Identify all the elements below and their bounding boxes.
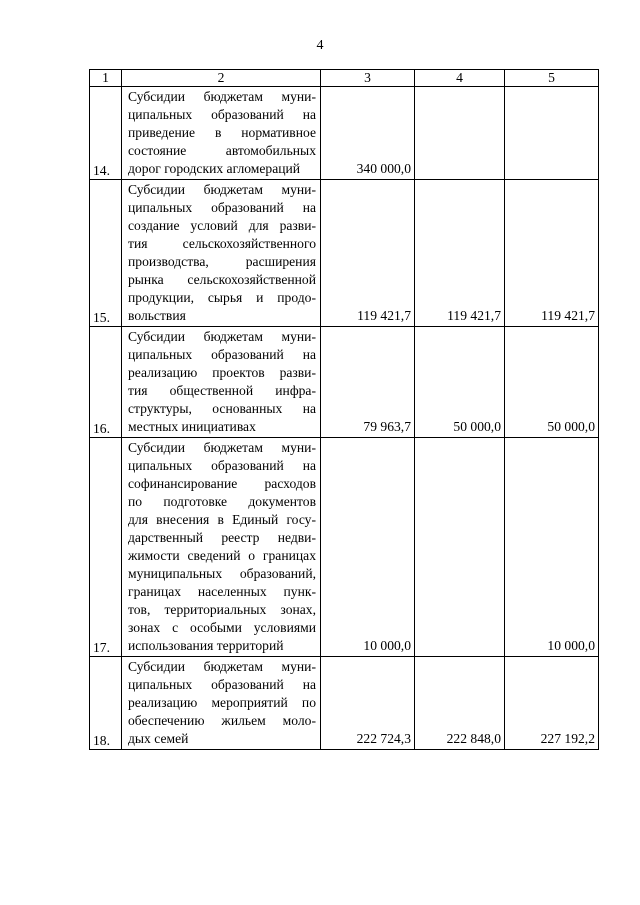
row-number: 17. xyxy=(90,438,122,657)
description-line: рынка сельскохозяйственной xyxy=(128,272,316,287)
description-line: реализацию проектов разви- xyxy=(128,365,316,380)
description-line: дарственный реестр недви- xyxy=(128,530,316,545)
description-line: софинансирование расходов xyxy=(128,476,316,491)
description-line: для внесения в Единый госу- xyxy=(128,512,316,527)
row-value-col3: 222 724,3 xyxy=(321,657,415,750)
table-row xyxy=(90,180,599,327)
row-description xyxy=(122,657,321,750)
description-line: обеспечению жильем моло- xyxy=(128,713,316,728)
description-line: Субсидии бюджетам муни- xyxy=(128,440,316,455)
description-line: Субсидии бюджетам муни- xyxy=(128,659,316,674)
row-value-col4 xyxy=(415,438,505,657)
row-description xyxy=(122,87,321,180)
header-col-4: 4 xyxy=(415,70,505,87)
row-value-col5: 10 000,0 xyxy=(505,438,599,657)
description-line: тов, территориальных зонах, xyxy=(128,602,316,617)
row-number: 14. xyxy=(90,87,122,180)
description-line: Субсидии бюджетам муни- xyxy=(128,182,316,197)
description-line: местных инициативах xyxy=(128,419,256,434)
row-number: 18. xyxy=(90,657,122,750)
header-col-2: 2 xyxy=(122,70,321,87)
description-line: реализацию мероприятий по xyxy=(128,695,316,710)
description-line: производства, расширения xyxy=(128,254,316,269)
description-line: продукции, сырья и продо- xyxy=(128,290,316,305)
row-value-col4 xyxy=(415,87,505,180)
table-body xyxy=(90,87,599,750)
row-description xyxy=(122,438,321,657)
description-line: создание условий для разви- xyxy=(128,218,316,233)
description-line: тия общественной инфра- xyxy=(128,383,316,398)
description-line: ципальных образований на xyxy=(128,347,316,362)
row-description xyxy=(122,180,321,327)
description-line: тия сельскохозяйственного xyxy=(128,236,316,251)
row-value-col5 xyxy=(505,87,599,180)
row-value-col3: 10 000,0 xyxy=(321,438,415,657)
description-line: структуры, основанных на xyxy=(128,401,316,416)
header-col-5: 5 xyxy=(505,70,599,87)
row-value-col4: 50 000,0 xyxy=(415,327,505,438)
table-row xyxy=(90,87,599,180)
header-col-1: 1 xyxy=(90,70,122,87)
description-line: муниципальных образований, xyxy=(128,566,316,581)
row-value-col4: 119 421,7 xyxy=(415,180,505,327)
row-value-col3: 119 421,7 xyxy=(321,180,415,327)
description-line: состояние автомобильных xyxy=(128,143,316,158)
row-description xyxy=(122,327,321,438)
description-line: по подготовке документов xyxy=(128,494,316,509)
budget-table xyxy=(89,69,599,750)
header-row xyxy=(90,70,599,87)
description-line: границах населенных пунк- xyxy=(128,584,316,599)
description-line: ципальных образований на xyxy=(128,677,316,692)
description-line: ципальных образований на xyxy=(128,200,316,215)
row-number: 16. xyxy=(90,327,122,438)
row-value-col4: 222 848,0 xyxy=(415,657,505,750)
description-line: ципальных образований на xyxy=(128,458,316,473)
row-value-col5: 50 000,0 xyxy=(505,327,599,438)
table-row xyxy=(90,657,599,750)
description-line: использования территорий xyxy=(128,638,284,653)
row-value-col5: 119 421,7 xyxy=(505,180,599,327)
description-line: жимости сведений о границах xyxy=(128,548,316,563)
header-col-3: 3 xyxy=(321,70,415,87)
row-value-col3: 340 000,0 xyxy=(321,87,415,180)
row-value-col5: 227 192,2 xyxy=(505,657,599,750)
page-number: 4 xyxy=(316,38,324,53)
description-line: приведение в нормативное xyxy=(128,125,316,140)
description-line: зонах с особыми условиями xyxy=(128,620,316,635)
description-line: дорог городских агломераций xyxy=(128,161,301,176)
row-number: 15. xyxy=(90,180,122,327)
row-value-col3: 79 963,7 xyxy=(321,327,415,438)
table-row xyxy=(90,327,599,438)
description-line: Субсидии бюджетам муни- xyxy=(128,329,316,344)
description-line: Субсидии бюджетам муни- xyxy=(128,89,316,104)
description-line: вольствия xyxy=(128,308,186,323)
description-line: дых семей xyxy=(128,731,189,746)
table-row xyxy=(90,438,599,657)
description-line: ципальных образований на xyxy=(128,107,316,122)
